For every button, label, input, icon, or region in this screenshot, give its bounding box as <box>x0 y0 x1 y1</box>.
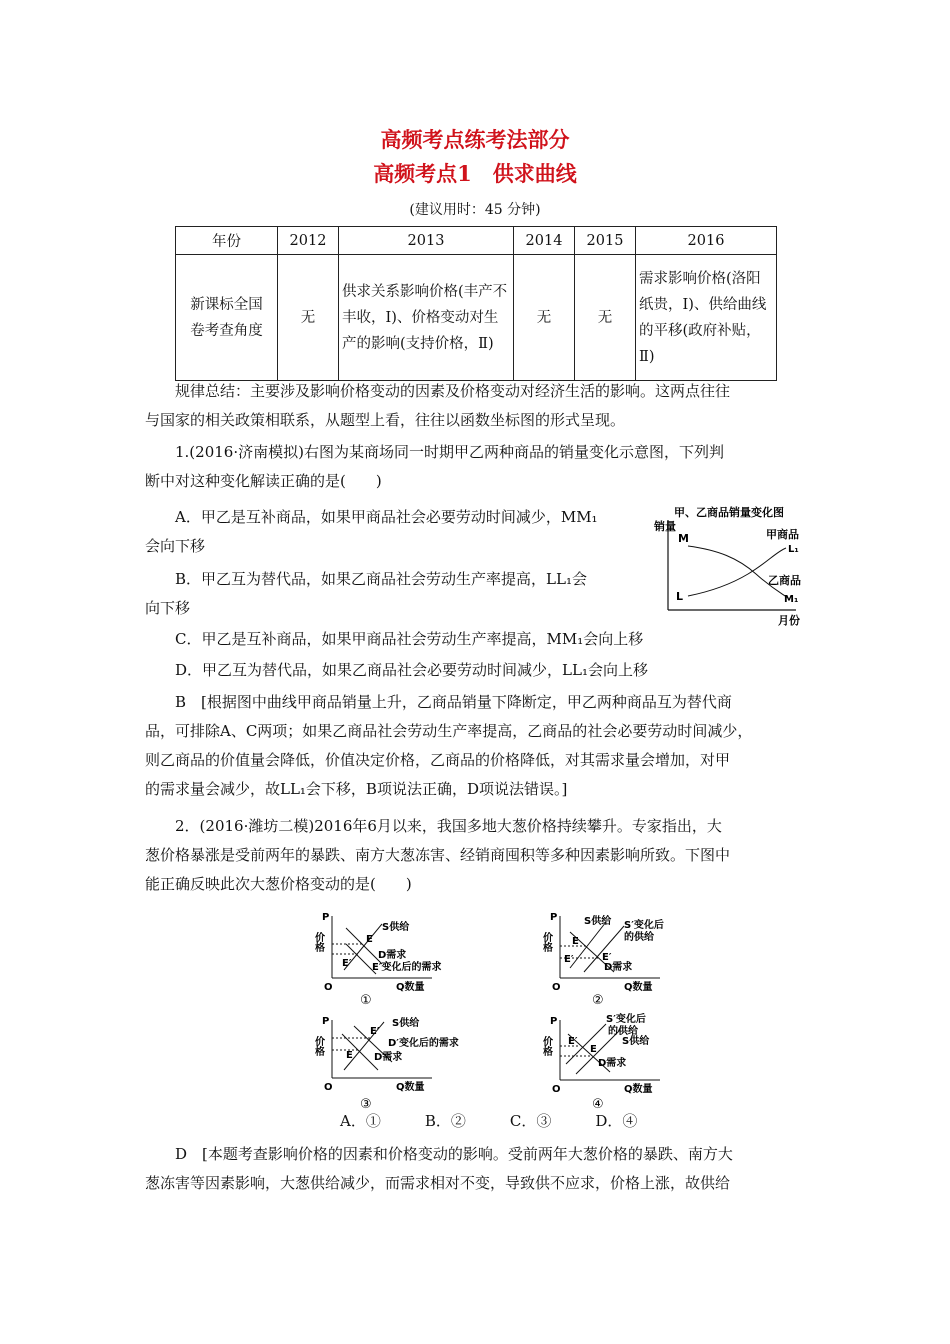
topic-title: 高频考点1 供求曲线 <box>373 161 577 186</box>
svg-text:S供给: S供给 <box>584 916 612 927</box>
section-title: 高频考点练考法部分 <box>380 127 570 152</box>
q2-option-b: B．② <box>424 1112 466 1130</box>
svg-text:E: E <box>366 934 373 945</box>
sales-chart <box>648 502 810 628</box>
q1-option-a: 会向下移 <box>145 537 206 555</box>
svg-text:E: E <box>590 1044 597 1055</box>
svg-text:①: ① <box>360 993 372 1006</box>
q1-option-b: B．甲乙互为替代品，如果乙商品社会劳动生产率提高，LL₁会 <box>175 570 587 588</box>
table-year: 2014 <box>514 227 575 255</box>
svg-text:的供给: 的供给 <box>608 1026 638 1037</box>
q2-option-d: D．④ <box>595 1112 638 1130</box>
q2-stem: 2．(2016·潍坊二模)2016年6月以来，我国多地大葱价格持续攀升。专家指出，大 <box>175 817 722 835</box>
q1-option-a: A．甲乙是互补商品，如果甲商品社会必要劳动时间减少，MM₁ <box>175 508 598 526</box>
table-cell: 无 <box>278 255 339 381</box>
q1-answer: B [根据图中曲线甲商品销量上升，乙商品销量下降断定，甲乙两种商品互为替代商 <box>175 693 732 711</box>
svg-text:S′变化后: S′变化后 <box>606 1014 646 1025</box>
svg-text:E′: E′ <box>568 1036 578 1047</box>
exam-angle-table <box>175 226 777 381</box>
table-row-label: 新课标全国卷考查角度 <box>176 255 278 381</box>
table-header-row <box>176 227 777 255</box>
q1-answer: 的需求量会减少，故LL₁会下移，B项说法正确，D项说法错误。] <box>145 780 568 798</box>
svg-text:D需求: D需求 <box>374 1052 403 1063</box>
supply-demand-graph-4 <box>540 1012 710 1112</box>
chart-label-l1: L₁ <box>788 544 799 555</box>
q1-answer: 品，可排除A、C两项；如果乙商品社会劳动生产率提高，乙商品的社会必要劳动时间减少， <box>145 722 753 740</box>
svg-text:Q数量: Q数量 <box>396 1082 425 1093</box>
supply-demand-graph-2 <box>540 908 710 1006</box>
svg-text:Q数量: Q数量 <box>624 1084 653 1095</box>
q1-stem: 1.(2016·济南模拟)右图为某商场同一时期甲乙两种商品的销量变化示意图，下列判 <box>175 443 724 461</box>
svg-text:P: P <box>322 1016 330 1027</box>
table-row <box>176 255 777 381</box>
supply-demand-graph-3 <box>312 1012 482 1112</box>
svg-text:价格: 价格 <box>540 1036 552 1056</box>
svg-text:E: E <box>572 936 579 947</box>
table-cell: 无 <box>575 255 636 381</box>
table-head-label: 年份 <box>176 227 278 255</box>
svg-text:O: O <box>324 1082 333 1093</box>
chart-legend-a: 甲商品 <box>766 528 799 541</box>
svg-text:②: ② <box>592 993 604 1006</box>
svg-text:S供给: S供给 <box>392 1018 420 1029</box>
table-year: 2012 <box>278 227 339 255</box>
chart-legend-b: 乙商品 <box>768 574 801 587</box>
svg-text:的供给: 的供给 <box>624 932 654 943</box>
q2-options <box>340 1107 681 1136</box>
svg-text:E′: E′ <box>342 958 352 969</box>
svg-text:S′变化后: S′变化后 <box>624 920 664 931</box>
svg-text:④: ④ <box>592 1097 604 1112</box>
svg-text:E′: E′ <box>564 954 574 965</box>
q2-stem: 能正确反映此次大葱价格变动的是( ) <box>145 875 412 893</box>
q1-option-c: C．甲乙是互补商品，如果甲商品社会劳动生产率提高，MM₁会向上移 <box>175 630 644 648</box>
q1-stem: 断中对这种变化解读正确的是( ) <box>145 472 382 490</box>
chart-label-m1: M₁ <box>784 594 799 605</box>
svg-text:价格: 价格 <box>540 932 552 952</box>
supply-demand-graph-1 <box>312 908 482 1006</box>
svg-text:P: P <box>322 912 330 923</box>
svg-text:Q数量: Q数量 <box>624 982 653 993</box>
summary-line: 规律总结：主要涉及影响价格变动的因素及价格变动对经济生活的影响。这两点往往 <box>175 382 731 400</box>
svg-text:S供给: S供给 <box>622 1036 650 1047</box>
chart-line-m <box>688 546 788 598</box>
chart-label-m: M <box>678 532 689 545</box>
svg-text:E: E <box>346 1050 353 1061</box>
svg-text:D′变化后的需求: D′变化后的需求 <box>388 1038 459 1049</box>
table-year: 2016 <box>636 227 777 255</box>
time-hint: (建议用时：45 分钟) <box>409 202 541 218</box>
svg-text:D需求: D需求 <box>604 962 633 973</box>
svg-text:O: O <box>324 982 333 993</box>
svg-text:Q数量: Q数量 <box>396 982 425 993</box>
svg-text:E′: E′ <box>602 952 612 963</box>
svg-text:E′: E′ <box>370 1026 380 1037</box>
table-cell: 无 <box>514 255 575 381</box>
chart-xlabel: 月份 <box>778 614 800 627</box>
svg-text:P: P <box>550 912 558 923</box>
svg-text:O: O <box>552 1084 561 1095</box>
chart-label-l: L <box>676 590 684 603</box>
svg-text:D需求: D需求 <box>598 1058 627 1069</box>
table-cell: 供求关系影响价格(丰产不丰收，Ⅰ)、价格变动对生产的影响(支持价格，Ⅱ) <box>339 255 514 381</box>
svg-text:价格: 价格 <box>312 932 324 952</box>
svg-text:价格: 价格 <box>312 1036 324 1056</box>
q2-option-a: A．① <box>340 1112 381 1130</box>
q1-option-b: 向下移 <box>145 599 191 617</box>
svg-text:E′变化后的需求: E′变化后的需求 <box>372 962 442 973</box>
table-year: 2015 <box>575 227 636 255</box>
svg-text:P: P <box>550 1016 558 1027</box>
q2-answer: D [本题考查影响价格的因素和价格变动的影响。受前两年大葱价格的暴跌、南方大 <box>175 1145 733 1163</box>
q2-answer: 葱冻害等因素影响，大葱供给减少，而需求相对不变，导致供不应求，价格上涨，故供给 <box>145 1174 731 1192</box>
summary-line: 与国家的相关政策相联系，从题型上看，往往以函数坐标图的形式呈现。 <box>145 411 626 429</box>
svg-text:S供给: S供给 <box>382 922 410 933</box>
chart-line-l <box>688 548 786 596</box>
svg-text:O: O <box>552 982 561 993</box>
q2-stem: 葱价格暴涨是受前两年的暴跌、南方大葱冻害、经销商囤积等多种因素影响所致。下图中 <box>145 846 731 864</box>
q1-option-d: D．甲乙互为替代品，如果乙商品社会必要劳动时间减少，LL₁会向上移 <box>175 661 648 679</box>
q2-option-c: C．③ <box>509 1112 552 1130</box>
chart-title: 甲、乙商品销量变化图 <box>674 506 784 519</box>
table-cell: 需求影响价格(洛阳纸贵，Ⅰ)、供给曲线的平移(政府补贴，Ⅱ) <box>636 255 777 381</box>
svg-text:D需求: D需求 <box>378 950 407 961</box>
q1-answer: 则乙商品的价值量会降低，价值决定价格，乙商品的价格降低，对其需求量会增加，对甲 <box>145 751 731 769</box>
svg-text:③: ③ <box>360 1097 372 1112</box>
chart-ylabel: 销量 <box>654 520 676 533</box>
table-year: 2013 <box>339 227 514 255</box>
